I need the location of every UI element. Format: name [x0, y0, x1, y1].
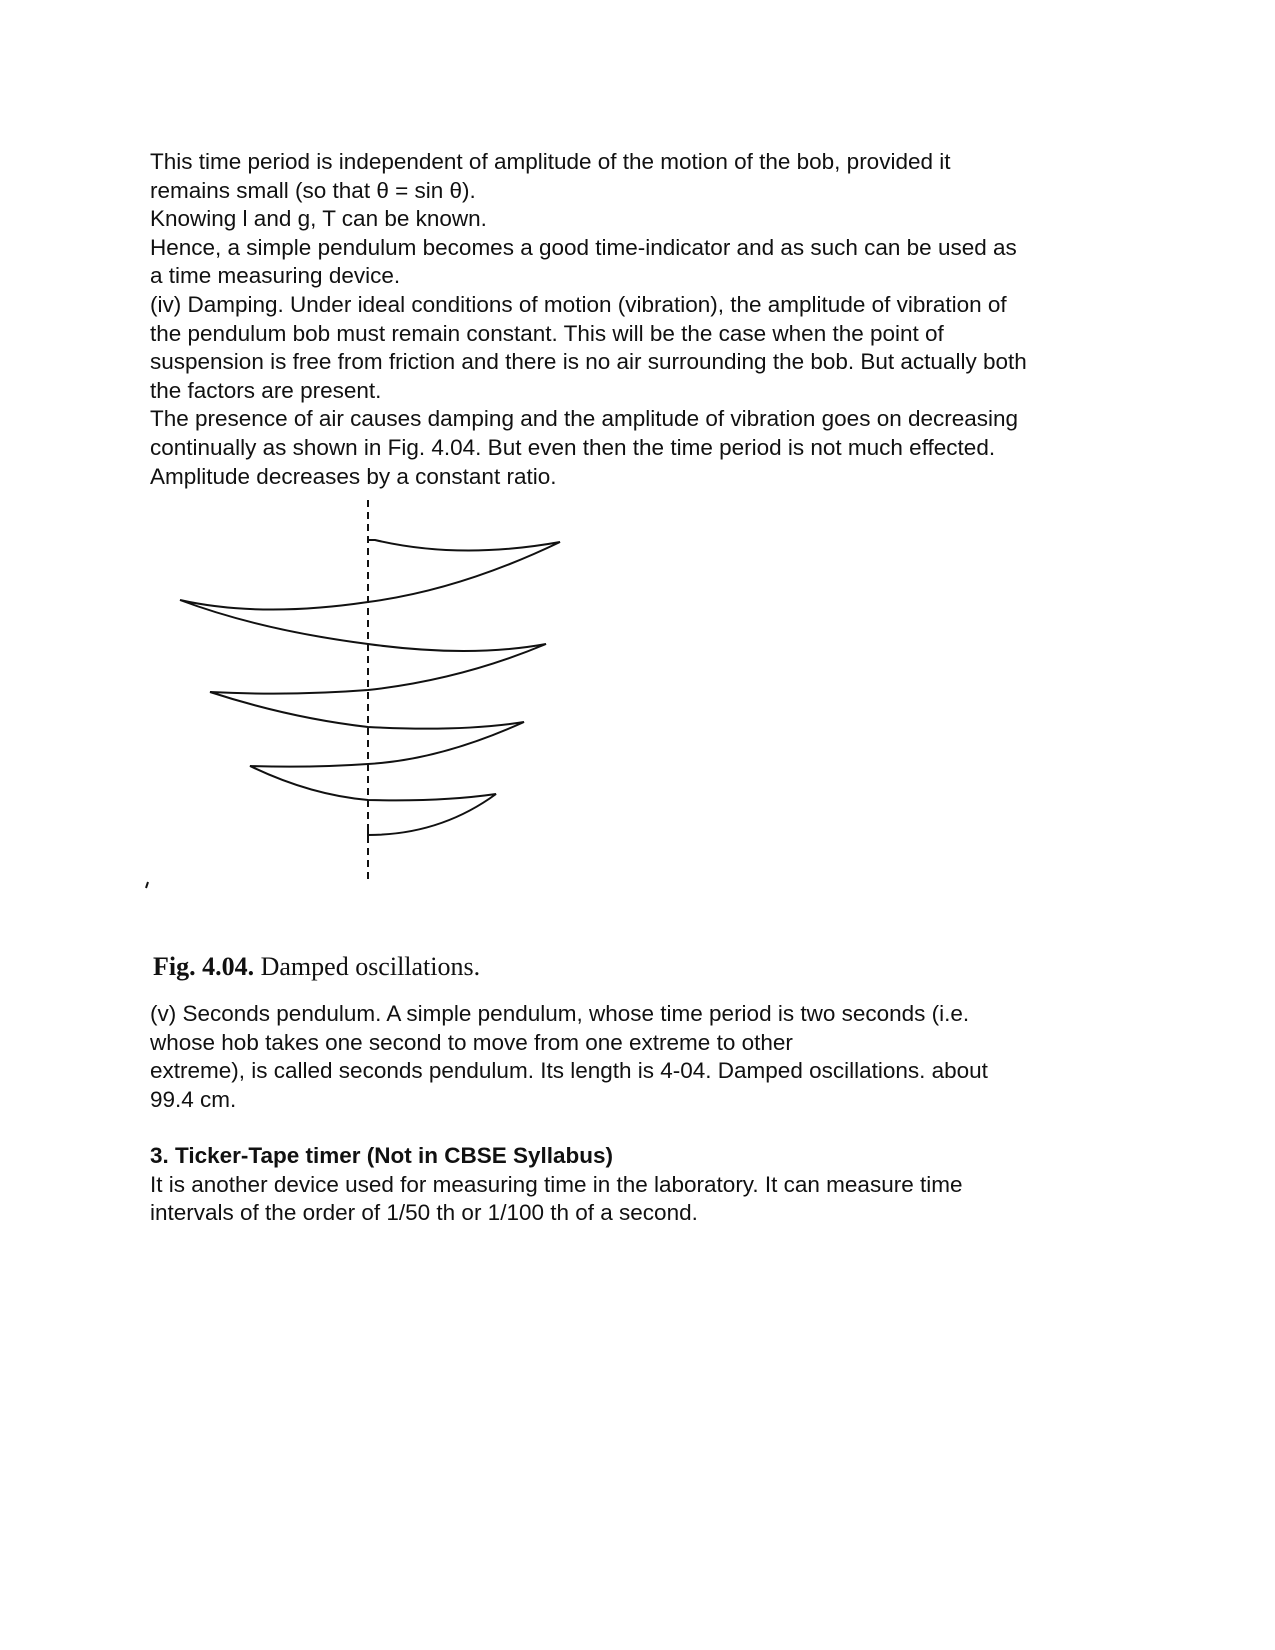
paragraph-pendulum-damping: [150, 148, 1130, 491]
text-line: Hence, a simple pendulum becomes a good time-indicator and as such can be used as: [150, 234, 1017, 260]
section-ticker-tape: [150, 1142, 1130, 1228]
text-line: the factors are present.: [150, 377, 382, 403]
text-line: a time measuring device.: [150, 263, 401, 289]
text-line: remains small (so that θ = sin θ).: [150, 177, 476, 203]
text-line: This time period is independent of amplitude of the motion of the bob, provided it: [150, 149, 951, 174]
figure-title: Damped oscillations.: [254, 952, 481, 981]
text-line: whose hob takes one second to move from one extreme to other: [150, 1029, 793, 1055]
text-line: intervals of the order of 1/50 th or 1/100 th of a second.: [150, 1200, 698, 1226]
text-line: suspension is free from friction and there is no air surrounding the bob. But actually both: [150, 349, 1027, 375]
oscillation-trace: [180, 540, 560, 835]
text-line: (v) Seconds pendulum. A simple pendulum, whose time period is two seconds (i.e.: [150, 1001, 970, 1026]
figure-caption: [153, 952, 480, 982]
text-line: 99.4 cm.: [150, 1086, 237, 1112]
text-line: It is another device used for measuring time in the laboratory. It can measure time: [150, 1171, 963, 1197]
text-line: the pendulum bob must remain constant. This will be the case when the point of: [150, 320, 944, 346]
section-heading: 3. Ticker-Tape timer (Not in CBSE Syllabus): [150, 1143, 614, 1168]
text-line: extreme), is called seconds pendulum. Its length is 4-04. Damped oscillations. about: [150, 1058, 988, 1084]
text-line: Amplitude decreases by a constant ratio.: [150, 463, 557, 489]
text-line: continually as shown in Fig. 4.04. But even then the time period is not much effected.: [150, 434, 996, 460]
text-line: The presence of air causes damping and the amplitude of vibration goes on decreasing: [150, 406, 1019, 432]
damped-oscillations-figure: [140, 490, 580, 910]
text-line: Knowing l and g, T can be known.: [150, 206, 487, 232]
stray-mark: [146, 882, 148, 888]
figure-label: Fig. 4.04.: [153, 952, 255, 981]
text-line: (iv) Damping. Under ideal conditions of motion (vibration), the amplitude of vibration of: [150, 291, 1007, 317]
paragraph-seconds-pendulum: [150, 1000, 1130, 1114]
